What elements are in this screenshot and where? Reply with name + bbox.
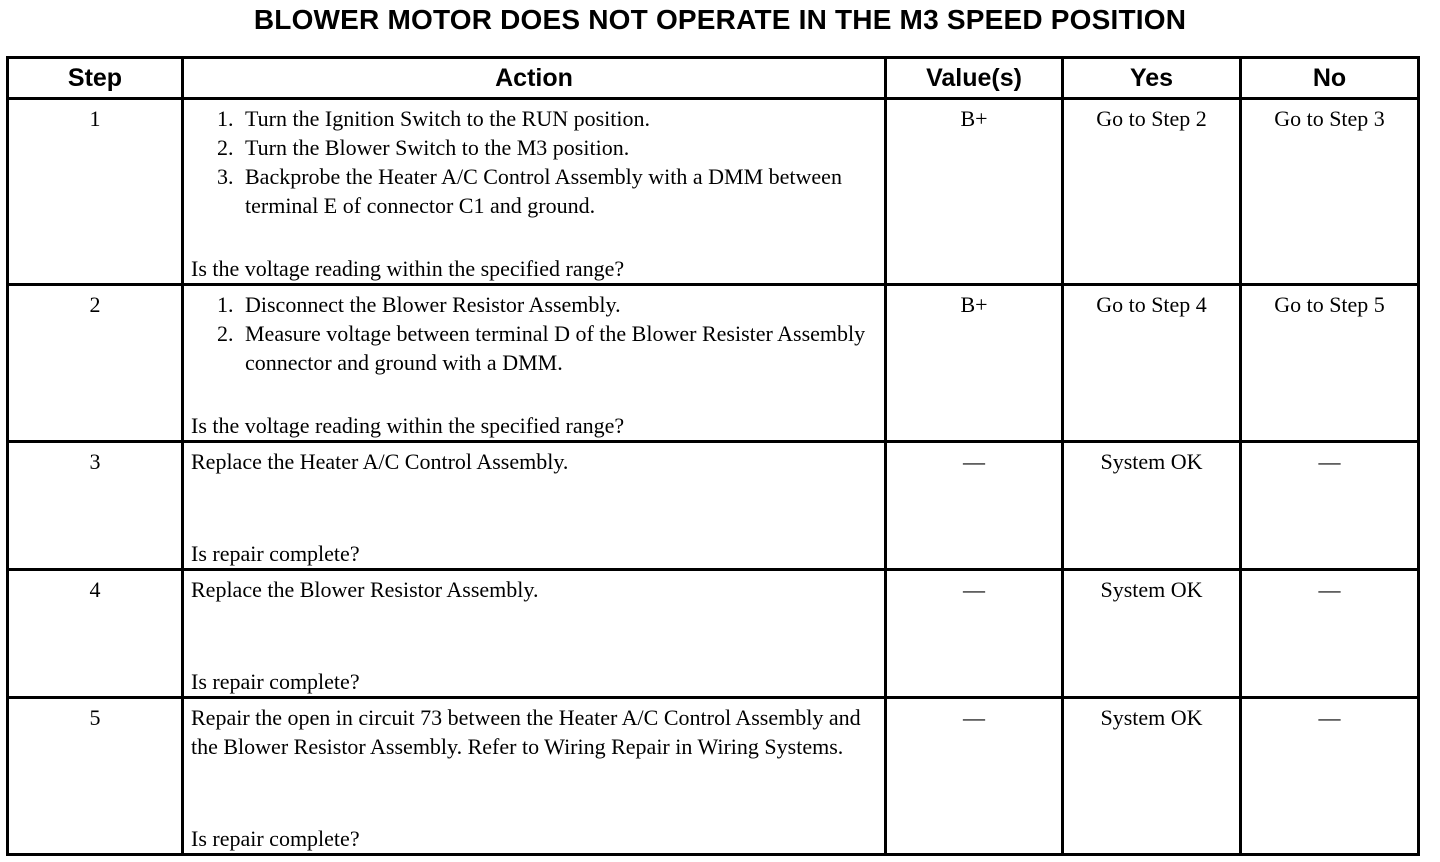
step-number: 5	[8, 698, 183, 855]
value-cell: B+	[886, 99, 1063, 285]
yes-cell: System OK	[1063, 570, 1241, 698]
no-cell: Go to Step 5	[1241, 285, 1419, 442]
value-cell: —	[886, 698, 1063, 855]
action-cell	[183, 442, 886, 570]
table-row	[8, 442, 1419, 570]
value-cell: B+	[886, 285, 1063, 442]
action-question: Is repair complete?	[191, 669, 360, 694]
no-cell: —	[1241, 570, 1419, 698]
value-cell: —	[886, 570, 1063, 698]
yes-cell: Go to Step 4	[1063, 285, 1241, 442]
instruction-item	[217, 319, 878, 377]
action-question: Is repair complete?	[191, 541, 360, 566]
instruction-number: 1.	[217, 106, 234, 131]
action-cell	[183, 285, 886, 442]
action-cell	[183, 570, 886, 698]
no-cell: —	[1241, 698, 1419, 855]
instruction-number: 2.	[217, 321, 234, 346]
value-cell: —	[886, 442, 1063, 570]
instruction-list	[191, 104, 878, 220]
instruction-item	[217, 290, 878, 319]
action-question: Is the voltage reading within the specified range?	[191, 256, 625, 281]
instruction-text: Turn the Blower Switch to the M3 position.	[245, 135, 630, 160]
instruction-number: 2.	[217, 135, 234, 160]
header-no: No	[1241, 58, 1419, 99]
step-number: 1	[8, 99, 183, 285]
header-row	[8, 58, 1419, 99]
table-row	[8, 698, 1419, 855]
instruction-text: Turn the Ignition Switch to the RUN position.	[245, 106, 650, 131]
action-cell	[183, 99, 886, 285]
header-step: Step	[8, 58, 183, 99]
table-row	[8, 99, 1419, 285]
instruction-text: Backprobe the Heater A/C Control Assembly with a DMM between terminal E of connector C1 and ground.	[245, 164, 842, 218]
instruction-item	[217, 133, 878, 162]
diagnostic-table	[6, 56, 1420, 856]
action-text: Replace the Heater A/C Control Assembly.	[191, 449, 569, 474]
action-question: Is repair complete?	[191, 826, 360, 851]
header-values: Value(s)	[886, 58, 1063, 99]
instruction-list	[191, 290, 878, 377]
step-number: 2	[8, 285, 183, 442]
action-question: Is the voltage reading within the specified range?	[191, 413, 625, 438]
instruction-number: 1.	[217, 292, 234, 317]
action-text: Replace the Blower Resistor Assembly.	[191, 577, 539, 602]
step-number: 3	[8, 442, 183, 570]
instruction-text: Measure voltage between terminal D of the Blower Resister Assembly connector and ground with a DMM.	[245, 321, 866, 375]
table-row	[8, 285, 1419, 442]
no-cell: Go to Step 3	[1241, 99, 1419, 285]
yes-cell: Go to Step 2	[1063, 99, 1241, 285]
step-number: 4	[8, 570, 183, 698]
table-row	[8, 570, 1419, 698]
instruction-item	[217, 162, 878, 220]
action-cell	[183, 698, 886, 855]
yes-cell: System OK	[1063, 442, 1241, 570]
instruction-text: Disconnect the Blower Resistor Assembly.	[245, 292, 621, 317]
instruction-item	[217, 104, 878, 133]
no-cell: —	[1241, 442, 1419, 570]
yes-cell: System OK	[1063, 698, 1241, 855]
header-yes: Yes	[1063, 58, 1241, 99]
action-text: Repair the open in circuit 73 between the Heater A/C Control Assembly and the Blower Resistor Assembly. Refer to Wiring Repair in Wiring Systems.	[191, 705, 861, 759]
page-title: BLOWER MOTOR DOES NOT OPERATE IN THE M3 SPEED POSITION	[253, 4, 1187, 35]
instruction-number: 3.	[217, 164, 234, 189]
header-action: Action	[183, 58, 886, 99]
